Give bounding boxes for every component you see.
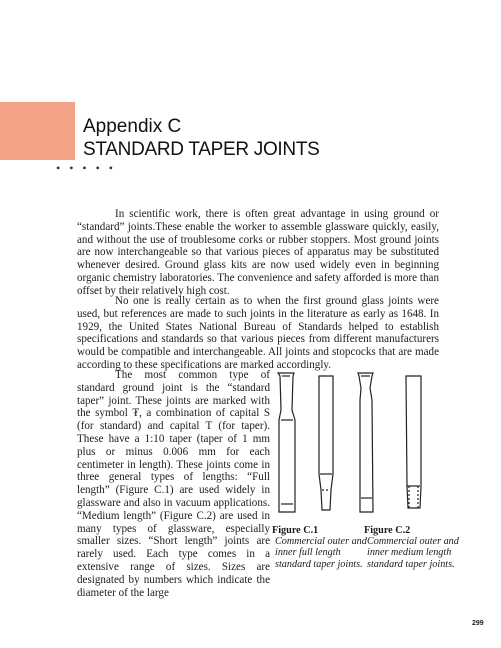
- figure-c2-text: Commercial outer and inner medium length standard taper joints.: [367, 536, 459, 570]
- paragraph-intro: In scientific work, there is often great advantage in using ground or “standard” joints.These enable the worker to assemble glassware quickly, easily, and without the use of troublesome corks or rubber stoppers. Most ground joints are now interchangeable so that various pieces of apparatus may be substituted whenever desired. Ground glass kits are now used widely even in beginning organic chemistry laboratories. The convenience and safety afforded is more than offset by their relatively high cost.: [77, 208, 439, 297]
- figure-c1-text: Commercial outer and inner full length standard taper joints.: [275, 536, 367, 570]
- medium-length-outer-joint-drawing: [358, 373, 373, 512]
- figure-c1-title: Figure C.1: [272, 525, 319, 536]
- paragraph-history: No one is really certain as to when the first ground glass joints were used, but references are made to such joints in the literature as early as 1648. In 1929, the United States National Bureau of Standards helped to establish specifications and standards so that various pieces from different manufacturers would be compatible and interchangeable. All joints and stopcocks that are made according to these specifications are marked accordingly.: [77, 295, 439, 371]
- figure-c1-caption: [272, 525, 367, 570]
- medium-length-inner-joint-drawing: [406, 376, 421, 508]
- taper-joints-illustration: [270, 370, 450, 520]
- chapter-accent-block: [0, 102, 75, 160]
- chapter-title: STANDARD TAPER JOINTS: [83, 139, 320, 160]
- figure-c2-caption: [364, 525, 459, 570]
- full-length-outer-joint-drawing: [278, 373, 295, 512]
- paragraph-taper-types: The most common type of standard ground joint is the “standard taper” joint. These joints are marked with the symbol ₮, a combination of capital S (for standard) and capital T (for taper). These have a 1:10 taper (taper of 1 mm plus or minus 0.006 mm for each centimeter in length). These joints come in three general types of lengths: “Full length” (Figure C.1) are used widely in glassware and also in vacuum applications. “Medium length” (Figure C.2) are used in many types of glassware, especially smaller sizes. “Short length” joints are rarely used. Each type comes in a extensive range of sizes. Sizes are designated by numbers which indicate the diameter of the large: [77, 369, 270, 599]
- chapter-label: Appendix C: [83, 116, 182, 137]
- decorative-dots: • • • • •: [56, 161, 117, 175]
- figure-c2-title: Figure C.2: [364, 525, 411, 536]
- page-number: 299: [472, 620, 484, 627]
- full-length-inner-joint-drawing: [319, 376, 333, 510]
